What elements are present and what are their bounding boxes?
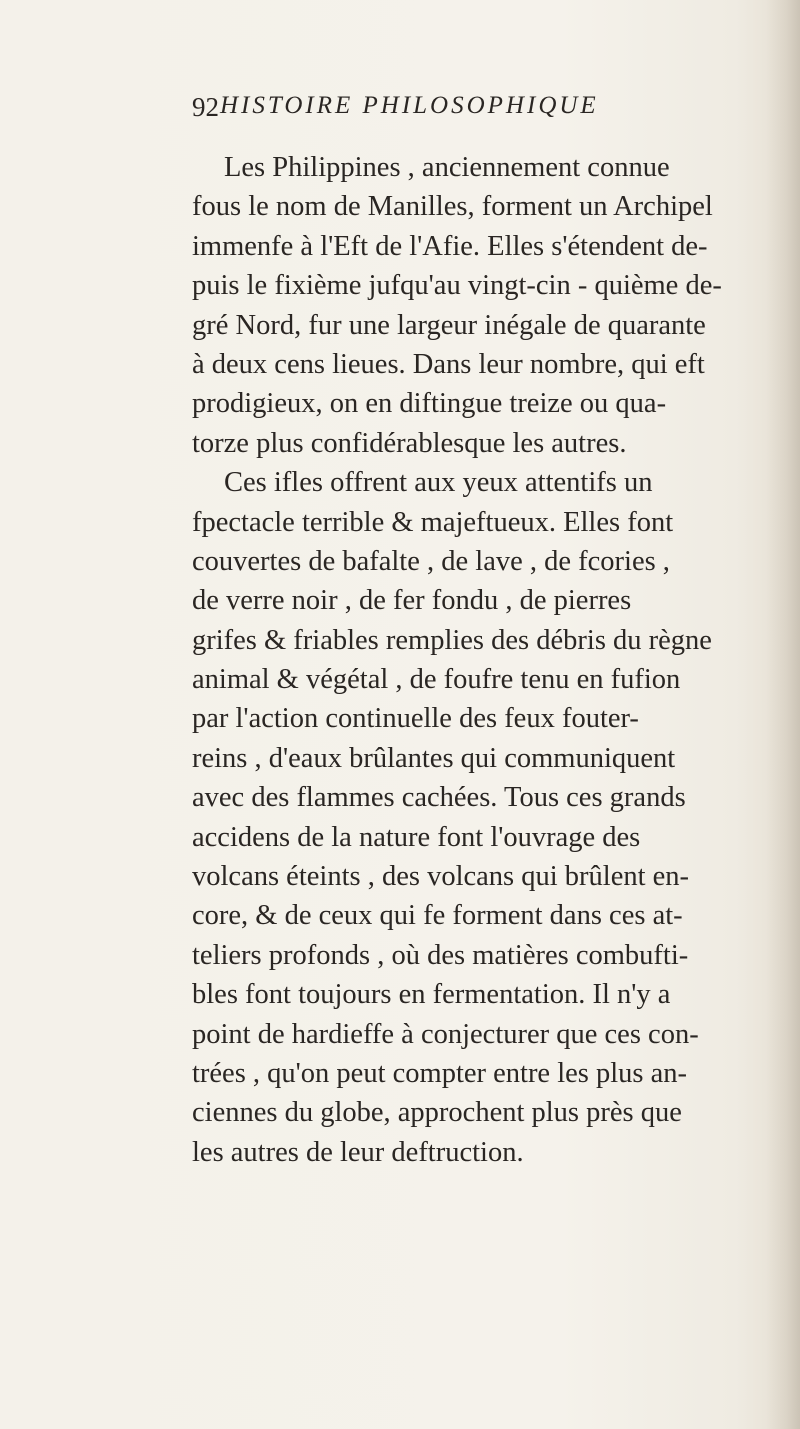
page-edge-shadow — [766, 0, 800, 1429]
text-line: couvertes de bafalte , de lave , de fcories , — [192, 545, 670, 577]
text-line: prodigieux, on en diftingue treize ou qua- — [192, 388, 667, 420]
text-line: bles font toujours en fermentation. Il n'y a — [192, 979, 671, 1011]
text-line: ciennes du globe, approchent plus près que — [192, 1097, 682, 1129]
text-line: teliers profonds , où des matières combufti- — [192, 939, 689, 971]
page-number: 92 — [192, 92, 219, 122]
text-line: reins , d'eaux brûlantes qui communiquent — [192, 742, 676, 774]
paragraph-2 — [192, 463, 732, 1172]
page-header — [192, 92, 732, 132]
text-line: gré Nord, fur une largeur inégale de quarante — [192, 309, 706, 341]
text-line: Les Philippines , anciennement connue — [224, 152, 670, 183]
text-line: Ces ifles offrent aux yeux attentifs un — [224, 467, 653, 499]
text-line: à deux cens lieues. Dans leur nombre, qui eft — [192, 348, 705, 380]
text-line: accidens de la nature font l'ouvrage des — [192, 821, 641, 853]
paragraph-1 — [192, 148, 732, 463]
text-line: puis le fixième jufqu'au vingt-cin - quième de- — [192, 270, 722, 302]
text-line: de verre noir , de fer fondu , de pierres — [192, 585, 632, 617]
text-line: volcans éteints , des volcans qui brûlent en- — [192, 861, 690, 893]
text-line: grifes & friables remplies des débris du règne — [192, 624, 712, 656]
text-line: core, & de ceux qui fe forment dans ces at- — [192, 900, 683, 932]
text-line: animal & végétal , de foufre tenu en fufion — [192, 664, 681, 696]
text-line: point de hardieffe à conjecturer que ces con- — [192, 1018, 699, 1050]
text-line: par l'action continuelle des feux fouter- — [192, 703, 639, 735]
text-line: immenfe à l'Eft de l'Afie. Elles s'étendent de- — [192, 230, 708, 262]
running-title: HISTOIRE PHILOSOPHIQUE — [220, 92, 599, 119]
text-line: torze plus confidérablesque les autres. — [192, 427, 627, 459]
text-line: avec des flammes cachées. Tous ces grands — [192, 782, 686, 814]
text-line: fpectacle terrible & majeftueux. Elles font — [192, 506, 674, 538]
text-line: les autres de leur deftruction. — [192, 1136, 524, 1168]
body-text — [192, 148, 732, 1172]
text-line: trées , qu'on peut compter entre les plus an- — [192, 1057, 688, 1089]
text-line: fous le nom de Manilles, forment un Archipel — [192, 191, 713, 223]
